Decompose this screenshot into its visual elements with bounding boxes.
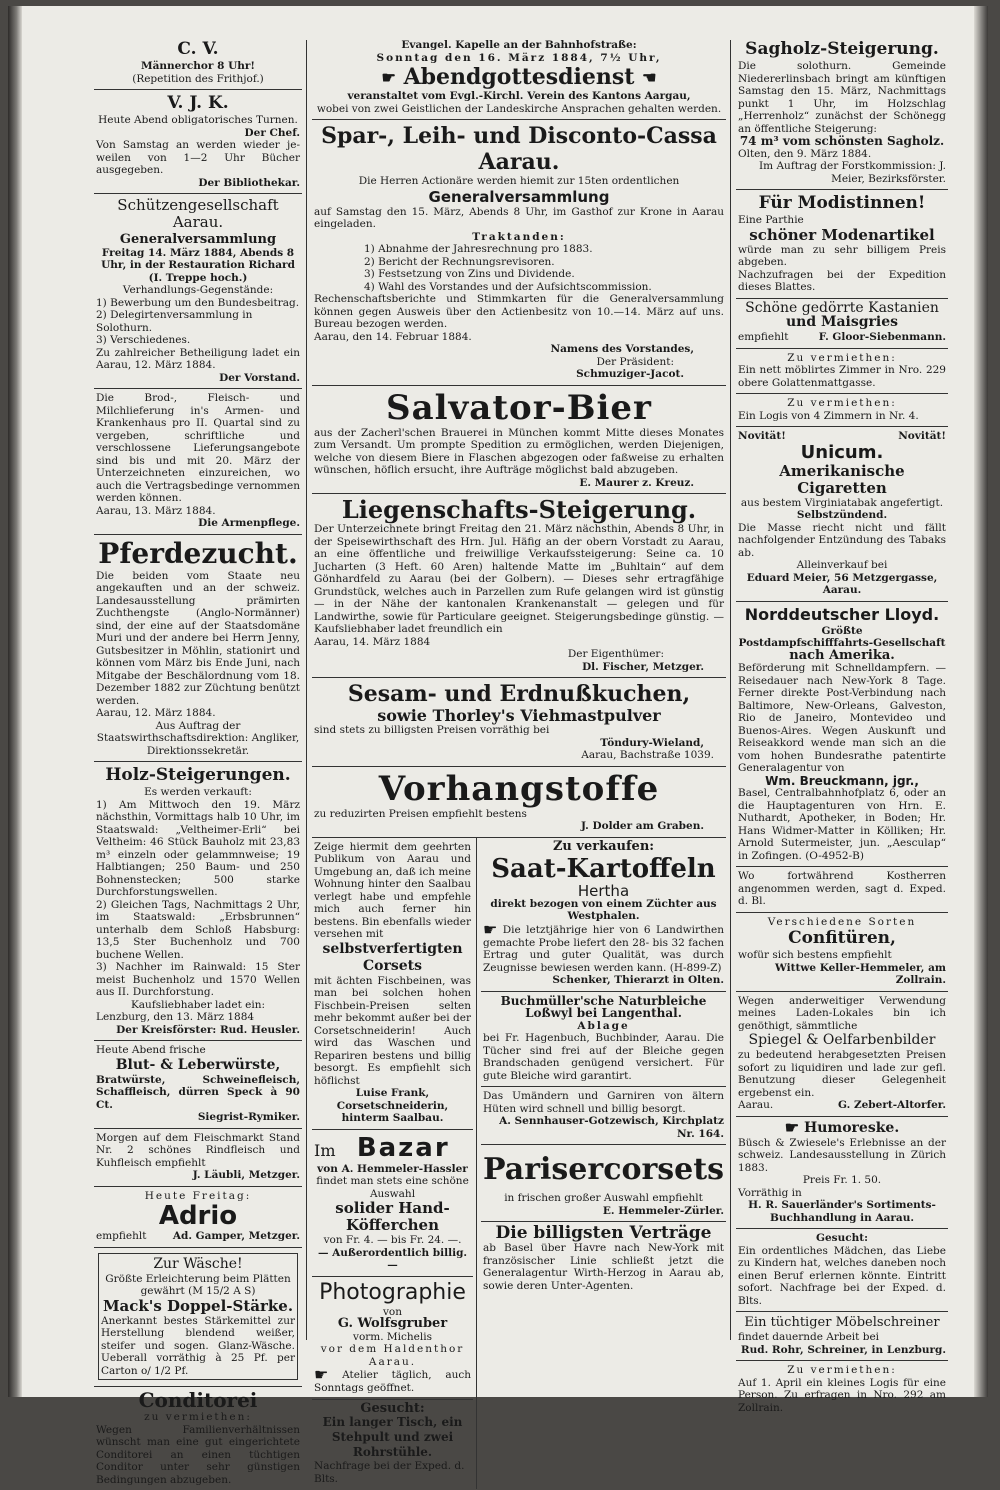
- ad-heading: schöner Modenartikel: [749, 225, 935, 244]
- ad-spiegel: [736, 992, 948, 1117]
- ad-photographie: [312, 1277, 473, 1400]
- ad-body: Morgen auf dem Fleischmarkt Stand Nr. 2 schönes Rindfleisch und Kuhfleisch empfiehlt: [96, 1131, 300, 1169]
- ad-body: Zeige hiermit dem geehrten Publikum von Aarau und Umgebung an, daß ich meine Wohnung hinter den Saalbau verlegt habe und empfehle mich auch ferner hin bestens. Bin ebenfalls wieder versehen mit: [314, 840, 472, 940]
- subcolumn-left: [312, 838, 477, 1490]
- ad-title: Zur Wäsche!: [153, 1255, 243, 1272]
- ad-item: 2) Bericht der Rechnungsrevisoren.: [364, 255, 555, 268]
- ad-signature: G. Zebert-Altorfer.: [838, 1099, 946, 1111]
- ad-schuetzengesellschaft: [94, 194, 302, 389]
- ad-signature: J. Dolder am Graben.: [581, 820, 704, 832]
- ad-signature: Ad. Gamper, Metzger.: [172, 1230, 300, 1242]
- ad-naturbleiche: [481, 992, 726, 1088]
- ad-line: (Repetition des Frithjof.): [132, 72, 264, 85]
- ad-kastanien: [736, 299, 948, 349]
- ad-signature: E. Hemmeler-Zürler.: [602, 1204, 724, 1217]
- page-edge-shadow: [974, 6, 988, 1397]
- ad-logis-klein: [736, 1361, 948, 1418]
- ad-body: Basel, Centralbahnhofplatz 6, oder an die Hauptagenturen von Hrn. E. Nuthardt, Apotheker, in Boden; Hr. Hans Widmer-Matter in Kölliken; Hr. Arnold Sutermeister, jun. „Aesculap“ in Zofingen. (O-4952-B): [738, 787, 946, 862]
- ad-heading: Loßwyl bei Langenthal.: [525, 1006, 682, 1020]
- ad-line: Kaufsliebhaber ladet ein:: [130, 998, 266, 1011]
- ad-body: Der Unterzeichnete bringt Freitag den 21. März nächsthin, Abends 8 Uhr, in der Speisewirthschaft des Hrn. Jul. Häfig an der obern Vorstadt zu Aarau, an eine öffentliche und freiwillige Verkaufssteigerung: Seine ca. 10 Jucharten (3 Heft. 60 Aren) haltende Matte im „Buhltain“ auf dem Gönhardfeld zu Aarau (bei der Golbern). — Dieses sehr ertragfähige Grundstück, welches auch in Parzellen zum Rufe gelangen wird ist günstig — in der Nähe der kantonalen Krankenanstalt — gelegen und für Landwirthe, sowie für Particulare geeignet. Steigerungsbedinge günstig. — Kaufsliebhaber ladet freundlich ein: [314, 523, 724, 635]
- ad-signature: Namens des Vorstandes,: [550, 343, 694, 355]
- ad-title: Parisercorsets: [483, 1152, 724, 1187]
- ad-body: Die beiden vom Staate neu angekauften und an der schweiz. Landesausstellung prämirten Zuchthengste (Anglo-Normänner) sind, der eine auf der Staatsdomäne Muri und der andere bei Herrn Jenny, Gutsbesitzer in Möhlin, stationirt und können vom März bis Ende Juni, nach Mitgabe der Beschälordnung vom 18. Dezember 1882 zur Züchtung benützt werden.: [96, 569, 300, 707]
- ad-line: Heute Abend obligatorisches Turnen.: [98, 114, 298, 126]
- ad-conditorei: [94, 1387, 302, 1490]
- ad-signature: Rud. Rohr, Schreiner, in Lenzburg.: [740, 1343, 946, 1356]
- ad-title: Conditorei: [138, 1388, 258, 1412]
- ad-title: Liegenschafts-Steigerung.: [341, 495, 697, 524]
- ad-body: Ein langer Tisch, ein Stehpult und zwei Rohrstühle.: [322, 1415, 463, 1459]
- ad-holz-steigerungen: [94, 762, 302, 1041]
- ad-line: Heute Abend frische: [96, 1044, 206, 1056]
- ad-line: direkt bezogen von einem Züchter aus Westphalen.: [490, 897, 717, 922]
- ad-title: Confitüren,: [788, 928, 896, 948]
- ad-body: Wegen Familienverhältnissen wünscht man eine gut eingerichtete Conditorei an einen tüchtigen Conditor unter sehr günstigen Bedingungen abzugeben.: [96, 1423, 300, 1486]
- middle-subcolumns: [312, 838, 726, 1490]
- pointing-hand-icon: ☛: [483, 919, 498, 939]
- ad-signature: Der Bibliothekar.: [198, 176, 300, 189]
- ad-unicum: [736, 427, 948, 602]
- ad-body-text: Die letztjährige hier von 6 Landwirthen gemachte Probe liefert den 28- bis 32 fachen Ertrag und guter Qualität, was durch Zeugnisse bewiesen werden kann. (H-899-Z): [483, 923, 724, 974]
- ad-line: Es werden verkauft:: [144, 786, 252, 798]
- ad-body: Rechenschaftsberichte und Stimmkarten für die Generalversammlung können gegen Ausweis über den Actienbesitz von 10.—14. März auf uns. Bureau bezogen werden.: [314, 293, 724, 330]
- ad-heading: Generalversammlung: [428, 187, 610, 206]
- ad-line: veranstaltet vom Evgl.-Kirchl. Verein des Kantons Aargau,: [347, 90, 691, 102]
- ad-body: zu bedeutend herabgesetzten Preisen sofort zu liquidiren und lade zur gefl. Benutzung dieser Gelegenheit ergebenst ein.: [738, 1049, 946, 1099]
- ad-line: Preis Fr. 1. 50.: [802, 1174, 882, 1186]
- ad-signature: Eduard Meier, 56 Metzgergasse, Aarau.: [746, 571, 938, 596]
- ad-body: aus der Zacherl'schen Brauerei in München kommt Mitte dieses Monates zum Versandt. Um prompte Spedition zu ermöglichen, werden Diejenigen, welche von diesem Biere in Flaschen abgezogen oder faßweise zu erhalten wünschen, höflich ersucht, ihre Aufträge möglichst bald abzugeben.: [314, 426, 724, 476]
- ad-body: 3) Nachher im Rainwald: 15 Ster meist Buchenholz und 1570 Wellen aus II. Durchforstung.: [96, 961, 300, 998]
- ad-zimmer: [736, 349, 948, 395]
- ad-body: Das Umändern und Garniren von ältern Hüten wird schnell und billig besorgt.: [483, 1090, 724, 1115]
- ad-title: Blut- & Leberwürste,: [115, 1056, 281, 1073]
- ad-line: Eine Parthie: [738, 214, 804, 226]
- ad-parisercorsets: [481, 1145, 726, 1222]
- ad-title: Saat-Kartoffeln: [491, 854, 716, 884]
- ad-bazar: [312, 1130, 473, 1277]
- ad-line: Im: [314, 1140, 336, 1160]
- ad-heading: Hertha: [577, 882, 630, 900]
- ad-date: Aarau, 12. März 1884.: [96, 707, 216, 719]
- ad-date: Aarau, 13. März 1884.: [96, 504, 216, 517]
- ad-body: Anerkannt bestes Stärkemittel zur Herstellung blendend weißer, steifer und sogen. Glanz-Wäsche. Ueberall vorräthig à 25 Pf. per Carton o/ 1/2 Pf.: [101, 1314, 295, 1377]
- page-binding-shadow: [8, 6, 22, 1397]
- ad-line: wobei von zwei Geistlichen der Landeskirche Ansprachen gehalten werden.: [316, 102, 722, 115]
- ad-modistinnen: [736, 190, 948, 299]
- ad-logis: [736, 394, 948, 427]
- ad-body: Beförderung mit Schnelldampfern. — Reisedauer nach New-York 8 Tage. Ferner direkte Post-Verbindung nach Baltimore, New-Orleans, Galveston, Rio de Janeiro, Montevideo und Buenos-Aires. Wegen Auskunft und Reiseakkord wende man sich an die vom hohen Bundesrathe patentirte Generalagentur von: [738, 662, 946, 774]
- ad-body: Die solothurn. Gemeinde Niedererlinsbach bringt am künftigen Samstag den 15. März, Nachmittags punkt 1 Uhr, im Holzschlag „Herrenholz“ zunächst der Schönegg an öffentliche Steigerung:: [738, 60, 946, 135]
- ad-title: Gesucht:: [816, 1232, 868, 1244]
- ad-sagholz: [736, 36, 948, 190]
- ad-waesche: [94, 1248, 302, 1388]
- ad-title: Spiegel & Oelfarbenbilder: [748, 1032, 936, 1048]
- ad-line: Nachfrage bei der Exped. d. Blts.: [314, 1460, 465, 1485]
- ad-blutwuerste: [94, 1041, 302, 1129]
- ad-title-text: Abendgottesdienst: [403, 64, 635, 90]
- ad-title: Schöne gedörrte Kastanien: [745, 299, 939, 316]
- ad-body: zu reduzirten Preisen empfiehlt bestens: [314, 807, 527, 820]
- ad-item: 3) Verschiedenes.: [96, 334, 191, 346]
- ad-heading: Postdampfschifffahrts-Gesellschaft: [738, 637, 946, 649]
- ad-body: Bratwürste, Schweinefleisch, Schaffleisch, dürren Speck à 90 Ct.: [96, 1073, 300, 1111]
- ad-body: auf Samstag den 15. März, Abends 8 Uhr, im Gasthof zur Krone in Aarau eingeladen.: [314, 205, 724, 230]
- ad-signature: Töndury-Wieland,: [600, 736, 704, 749]
- ad-body: Von Samstag an werden wieder je-weilen von 1—2 Uhr Bücher ausgegeben.: [96, 139, 300, 176]
- ad-date: Lenzburg, den 13. März 1884: [96, 1011, 255, 1023]
- ad-signature: Der Chef.: [244, 126, 300, 139]
- ad-body: wofür sich bestens empfiehlt: [738, 949, 892, 961]
- ad-heading: Generalversammlung: [119, 232, 277, 247]
- ad-title: Norddeutscher Lloyd.: [744, 604, 940, 624]
- ad-title: Ein tüchtiger Möbelschreiner: [744, 1315, 940, 1330]
- ad-body: Ein ordentliches Mädchen, das Liebe zu Kindern hat, welches daneben noch einen Beruf erlernen könnte. Eintritt sofort. Nachfrage bei der Exped. d. Blts.: [738, 1244, 946, 1307]
- ad-body: ab Basel über Havre nach New-York mit französischer Linie schließt jetzt die Generalagentur Wirth-Herzog in Aarau ab, sowie deren Unter-Agenten.: [483, 1242, 724, 1292]
- ad-line: Verhandlungs-Gegenstände:: [122, 284, 274, 296]
- column-rule: [730, 40, 731, 1340]
- column-left: [94, 36, 302, 1486]
- ad-line: Evangel. Kapelle an der Bahnhofstraße:: [401, 39, 637, 51]
- ad-line: Novität!: [738, 430, 786, 442]
- ad-signature: Siegrist-Rymiker.: [197, 1111, 300, 1123]
- ad-body: 2) Gleichen Tags, Nachmittags 2 Uhr, im Staatswald: „Erbsbrunnen“ unterhalb dem Schloß Habsburg: 13,5 Ster Buchenholz und 700 buchene Wellen.: [96, 898, 300, 961]
- ad-signature: Der Vorstand.: [219, 371, 300, 384]
- ad-line: Zu vermiethen:: [787, 397, 897, 409]
- ad-line: vor dem Haldenthor Aarau.: [320, 1343, 465, 1368]
- ad-title: Für Modistinnen!: [758, 193, 926, 213]
- column-middle: [312, 36, 726, 1485]
- ad-line: Zu verkaufen:: [552, 838, 655, 854]
- ad-vjk: [94, 90, 302, 194]
- ad-abendgottesdienst: [312, 36, 726, 120]
- ad-title: Bazar: [356, 1132, 450, 1163]
- ad-signature: Der Kreisförster: Rud. Heusler.: [116, 1023, 300, 1036]
- ad-date: Aarau, 14. März 1884: [314, 635, 431, 648]
- ad-body: Wo fortwährend Kostherren angenommen werden, sagt d. Exped. d. Bl.: [738, 870, 946, 907]
- ad-line: von: [382, 1305, 403, 1318]
- ad-line: Größte Erleichterung beim Plätten gewährt (M 15/2 A S): [105, 1272, 291, 1297]
- ad-heading: sowie Thorley's Viehmastpulver: [377, 706, 661, 725]
- ad-confitueren: [736, 913, 948, 992]
- ad-corsets: [312, 838, 473, 1130]
- newspaper-page: [8, 6, 988, 1486]
- ad-line: von Fr. 4. — bis Fr. 24. —.: [323, 1234, 462, 1246]
- ad-line: Zu vermiethen:: [787, 1364, 897, 1376]
- ad-salvator-bier: [312, 386, 726, 495]
- ad-spar-cassa: [312, 120, 726, 386]
- ad-line: Größte: [821, 624, 863, 637]
- ad-line: Alleinverkauf bei: [796, 559, 888, 571]
- ad-signature: J. Läubli, Metzger.: [192, 1169, 300, 1181]
- ad-title: Pferdezucht.: [98, 536, 298, 570]
- ad-title: Holz-Steigerungen.: [105, 765, 291, 785]
- ad-fleischmarkt: [94, 1129, 302, 1187]
- ad-line: Die Herren Actionäre werden hiemit zur 15ten ordentlichen: [358, 175, 680, 187]
- ad-line: Verschiedene Sorten: [767, 915, 917, 928]
- ad-maedchen-gesucht: [736, 1229, 948, 1312]
- ad-signature: Der Eigenthümer:: [567, 648, 664, 660]
- ad-brod-lieferung: [94, 389, 302, 535]
- ad-line: Aarau.: [738, 1099, 774, 1111]
- ad-item: 3) Festsetzung von Zins und Dividende.: [364, 268, 575, 280]
- ad-title: Gesucht:: [360, 1400, 425, 1416]
- ad-body: Ein nett möblirtes Zimmer in Nro. 229 obere Golattenmattgasse.: [738, 364, 946, 389]
- ad-line: zu vermiethen:: [144, 1411, 252, 1423]
- ad-line: Heute Freitag:: [144, 1189, 252, 1202]
- ad-humoreske: [736, 1117, 948, 1230]
- ad-heading: Mack's Doppel-Stärke.: [102, 1296, 294, 1315]
- ad-body: [483, 919, 724, 975]
- ad-line: — Außerordentlich billig. —: [317, 1246, 468, 1271]
- ad-body: bei Fr. Hagenbuch, Buchbinder, Aarau. Die Tücher sind frei auf der Bleiche gegen Brandschaden genügend versichert. Für gute Bleiche wird garantirt.: [483, 1032, 724, 1082]
- ad-saat-kartoffeln: [481, 838, 726, 992]
- ad-line: Freitag 14. März 1884, Abends 8 Uhr, in der Restauration Richard (I. Treppe hoch.): [101, 246, 295, 284]
- ad-line: von A. Hemmeler-Hassler: [317, 1162, 468, 1175]
- ad-body: Büsch & Zwiesele's Erlebnisse an der schweiz. Landesausstellung in Zürich 1883.: [738, 1136, 946, 1174]
- ad-signature: H. R. Sauerländer's Sortiments-Buchhandlung in Aarau.: [748, 1199, 936, 1224]
- ad-body-text: Atelier täglich, auch Sonntags geöffnet.: [314, 1369, 472, 1394]
- ad-gesucht-tisch: [312, 1400, 473, 1490]
- ad-line: Selbstzündend.: [796, 509, 888, 521]
- ad-hueteumaendern: [481, 1087, 726, 1145]
- ad-title: Vorhangstoffe: [378, 768, 660, 809]
- ad-title: Die billigsten Verträge: [495, 1223, 712, 1243]
- ad-signature: Schmuziger-Jacot.: [576, 368, 684, 380]
- ad-title-text: Humoreske.: [804, 1119, 900, 1136]
- ad-body: in frischen großer Auswahl empfiehlt: [504, 1192, 703, 1204]
- ad-line: Zu vermiethen:: [787, 351, 897, 364]
- ad-title: [314, 64, 724, 90]
- ad-pferdezucht: [94, 535, 302, 763]
- ad-heading: G. Wolfsgruber: [337, 1316, 448, 1331]
- ad-item: 2) Delegirtenversammlung in Solothurn.: [96, 309, 253, 334]
- ad-body: findet dauernde Arbeit bei: [738, 1331, 880, 1343]
- ad-signature: Die Armenpflege.: [198, 517, 300, 529]
- pointing-hand-icon: ☛: [784, 1117, 800, 1137]
- ad-body: Auf 1. April ein kleines Logis für eine Person. Zu erfragen in Nro. 292 am Zollrain.: [738, 1376, 946, 1414]
- ad-line: Vorräthig in: [738, 1186, 802, 1199]
- ad-heading: Amerikanische Cigaretten: [779, 461, 905, 497]
- ad-signature: Dl. Fischer, Metzger.: [582, 660, 704, 673]
- pointing-hand-left-icon: ☚: [642, 68, 657, 87]
- ad-line: vorm. Michelis: [353, 1330, 432, 1343]
- ad-title: Salvator-Bier: [386, 387, 652, 428]
- ad-body: Wegen anderweitiger Verwendung meines Laden-Lokales bin ich genöthigt, sämmtliche: [738, 994, 946, 1032]
- ad-heading: Wm. Breuckmann, jgr.,: [765, 773, 919, 788]
- ad-moebelschreiner: [736, 1312, 948, 1361]
- ad-adrio: [94, 1187, 302, 1248]
- ad-date: Aarau, den 14. Februar 1884.: [314, 330, 472, 343]
- ad-line: Traktanden:: [472, 230, 566, 243]
- ad-norddeutscher-lloyd: [736, 602, 948, 868]
- ad-item: 4) Wahl des Vorstandes und der Aufsichtscommission.: [364, 280, 652, 293]
- ad-signature: Schenker, Thierarzt in Olten.: [552, 974, 724, 986]
- ad-liegenschafts-steigerung: [312, 494, 726, 678]
- ad-body: würde man zu sehr billigem Preis abgeben.: [738, 243, 946, 268]
- ad-line: Nachzufragen bei der Expedition dieses Blattes.: [738, 268, 946, 293]
- ad-heading: solider Hand-Köfferchen: [335, 1199, 450, 1234]
- ad-line: findet man stets eine schöne Auswahl: [316, 1175, 469, 1200]
- ad-line: empfiehlt: [96, 1230, 147, 1242]
- ad-title: C. V.: [177, 39, 219, 59]
- ad-line: aus bestem Virginiatabak angefertigt.: [740, 496, 944, 509]
- ad-body: Die Brod-, Fleisch- und Milchlieferung in's Armen- und Krankenhaus pro II. Quartal sind zu vergeben, schriftliche und verschlossene Lieferungsangebote sind bis und mit 20. März der Unterzeichneten einzureichen, wo auch die Vertragsbedinge vernommen werden können.: [96, 392, 300, 504]
- ad-body: mit ächten Fischbeinen, was man bei solchen hohen Fischbein-Preisen selten mehr bekommt außer bei der Corsetschneiderin! Auch wird das Waschen und Repariren bestens und billig besorgt. Es empfiehlt sich höflichst: [314, 974, 472, 1087]
- ad-title: Sesam- und Erdnußkuchen,: [347, 681, 691, 707]
- column-rule: [306, 40, 307, 1340]
- ad-title: V. J. K.: [167, 93, 229, 113]
- ad-signature: Wittwe Keller-Hemmeler, am Zollrain.: [775, 961, 946, 986]
- ad-kostherren: [736, 867, 948, 913]
- ad-date: Olten, den 9. März 1884.: [738, 147, 872, 160]
- ad-title: Spar-, Leih- und Disconto-Cassa Aarau.: [321, 123, 717, 175]
- ad-body: [314, 1365, 472, 1395]
- ad-title: Unicum.: [800, 441, 884, 463]
- ad-vorhangstoffe: [312, 767, 726, 838]
- ad-body: Zu zahlreicher Betheiligung ladet ein Aarau, 12. März 1884.: [96, 346, 300, 371]
- ad-title: Photographie: [319, 1279, 466, 1305]
- ad-title: Sagholz-Steigerung.: [745, 39, 939, 59]
- ad-heading: und Maisgries: [785, 314, 899, 330]
- ad-line: Ablage: [577, 1019, 630, 1032]
- ad-title: Schützengesellschaft Aarau.: [117, 196, 279, 231]
- ad-signature: Aus Auftrag der Staatswirthschaftsdirektion: Angliker, Direktionssekretär.: [96, 719, 300, 757]
- ad-signature: Der Präsident:: [596, 355, 674, 368]
- ad-signature: E. Maurer z. Kreuz.: [579, 476, 694, 489]
- pointing-hand-icon: ☛: [381, 68, 396, 87]
- column-right: [736, 36, 948, 1414]
- ad-line: Sonntag den 16. März 1884, 7½ Uhr,: [376, 51, 662, 64]
- ad-item: 1) Bewerbung um den Bundesbeitrag.: [96, 296, 300, 309]
- ad-address: Aarau, Bachstraße 1039.: [581, 749, 714, 761]
- ad-line: 74 m³ vom schönsten Sagholz.: [739, 134, 945, 148]
- ad-signature: A. Sennhauser-Gotzewisch, Kirchplatz Nr. 164.: [499, 1115, 724, 1140]
- ad-title: Buchmüller'sche Naturbleiche: [500, 993, 707, 1008]
- ad-signature: F. Gloor-Siebenmann.: [818, 331, 946, 343]
- ad-line: Novität!: [898, 430, 946, 442]
- ad-body: 1) Am Mittwoch den 19. März nächsthin, Vormittags halb 10 Uhr, im Staatswald: „Veltheimer-Erli“ bei Veltheim: 46 Stück Bauholz mit 23,83 m³ einzeln oder gelammnweise; 19 Halbtiangen; 250 Baum- und 250 Bohnenstecken; 500 starke Durchforstungswellen.: [96, 798, 300, 898]
- ad-heading: nach Amerika.: [789, 647, 895, 663]
- ad-cv: [94, 36, 302, 90]
- pointing-hand-icon: ☛: [314, 1365, 329, 1384]
- ad-line: empfiehlt: [738, 331, 789, 343]
- ad-body: sind stets zu billigsten Preisen vorräthig bei: [314, 724, 550, 736]
- ad-billigste-vertraege: [481, 1222, 726, 1296]
- ad-body: Ein Logis von 4 Zimmern in Nr. 4.: [738, 409, 919, 422]
- ad-title: selbstverfertigten Corsets: [322, 940, 463, 974]
- subcolumn-right: [477, 838, 726, 1490]
- ad-title: [738, 1117, 946, 1137]
- ad-line: Männerchor 8 Uhr!: [140, 60, 256, 72]
- ad-signature: Im Auftrag der Forstkommission: J. Meier, Bezirksförster.: [759, 160, 946, 185]
- ad-item: 1) Abnahme der Jahresrechnung pro 1883.: [364, 243, 593, 255]
- ad-body: Die Masse riecht nicht und fällt nachfolgender Entzündung des Tabaks ab.: [738, 521, 946, 559]
- ad-signature: Luise Frank, Corsetschneiderin, hinterm Saalbau.: [336, 1087, 449, 1124]
- ad-sesam: [312, 678, 726, 767]
- ad-title: Adrio: [158, 1201, 238, 1231]
